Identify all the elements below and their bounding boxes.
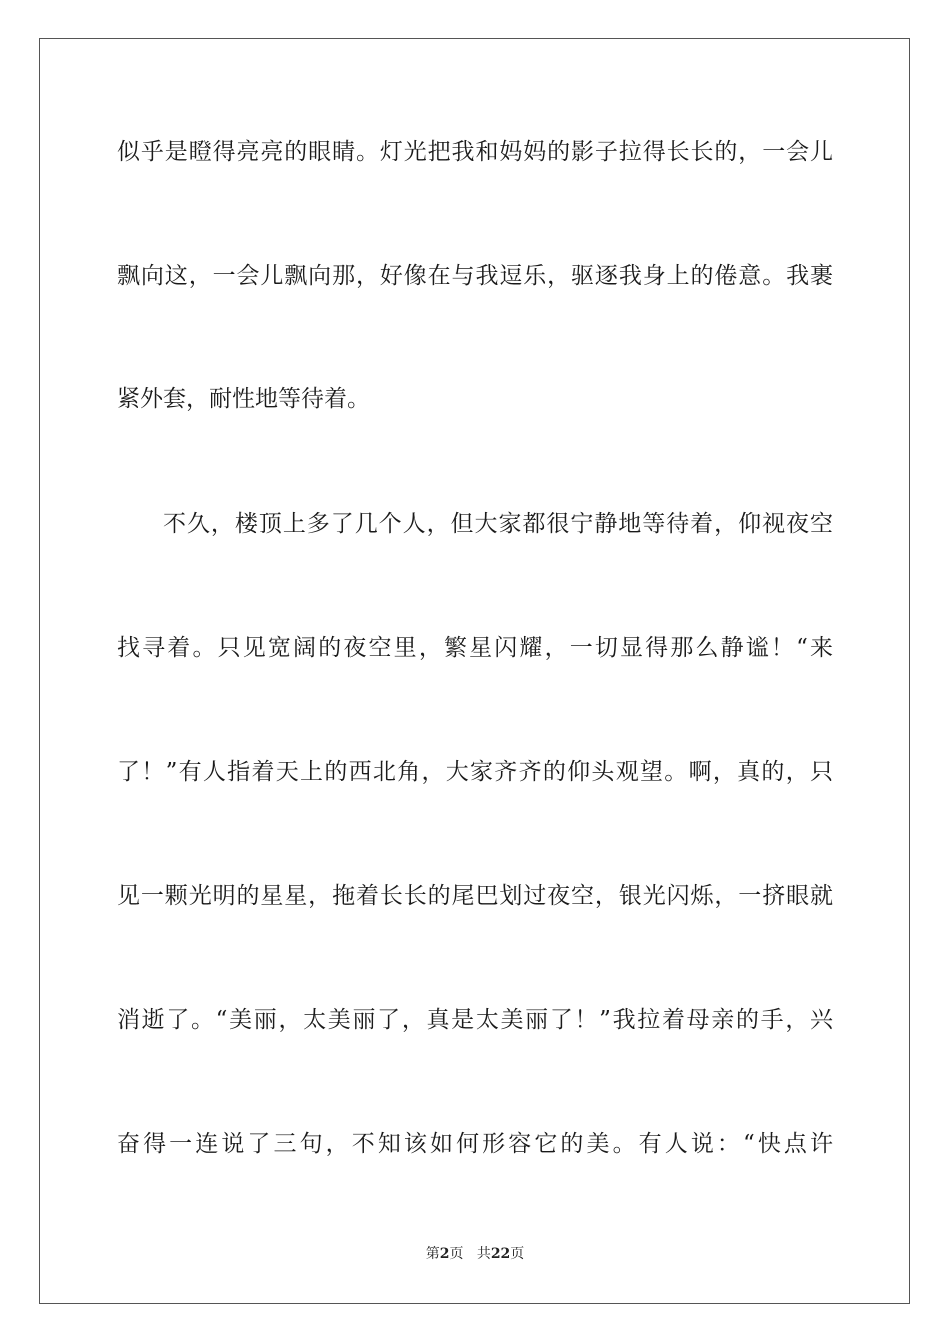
paragraph-line-9: 奋得一连说了三句，不知该如何形容它的美。有人说：“快点许 — [117, 1131, 833, 1157]
page-footer — [0, 1244, 950, 1264]
paragraph-line-6: 了！”有人指着天上的西北角，大家齐齐的仰头观望。啊，真的，只 — [117, 759, 833, 785]
paragraph-line-1: 似乎是瞪得亮亮的眼睛。灯光把我和妈妈的影子拉得长长的，一会儿 — [117, 139, 833, 165]
footer-prefix: 第 — [425, 1246, 440, 1262]
footer-total-pages: 22 — [490, 1246, 511, 1262]
paragraph-line-3: 紧外套，耐性地等待着。 — [117, 386, 370, 412]
footer-total-prefix: 共 — [476, 1246, 491, 1262]
paragraph-line-5: 找寻着。只见宽阔的夜空里，繁星闪耀，一切显得那么静谧！“来 — [117, 635, 833, 661]
paragraph-line-2: 飘向这，一会儿飘向那，好像在与我逗乐，驱逐我身上的倦意。我裹 — [117, 263, 833, 289]
footer-current-page: 2 — [439, 1246, 450, 1262]
paragraph-line-7: 见一颗光明的星星，拖着长长的尾巴划过夜空，银光闪烁，一挤眼就 — [117, 883, 833, 909]
paragraph-line-4: 不久，楼顶上多了几个人，但大家都很宁静地等待着，仰视夜空 — [163, 511, 833, 537]
paragraph-line-8: 消逝了。“美丽，太美丽了，真是太美丽了！”我拉着母亲的手，兴 — [117, 1007, 833, 1033]
footer-page-suffix: 页 — [449, 1246, 464, 1262]
page-border — [39, 38, 910, 1304]
footer-total-suffix: 页 — [510, 1246, 525, 1262]
